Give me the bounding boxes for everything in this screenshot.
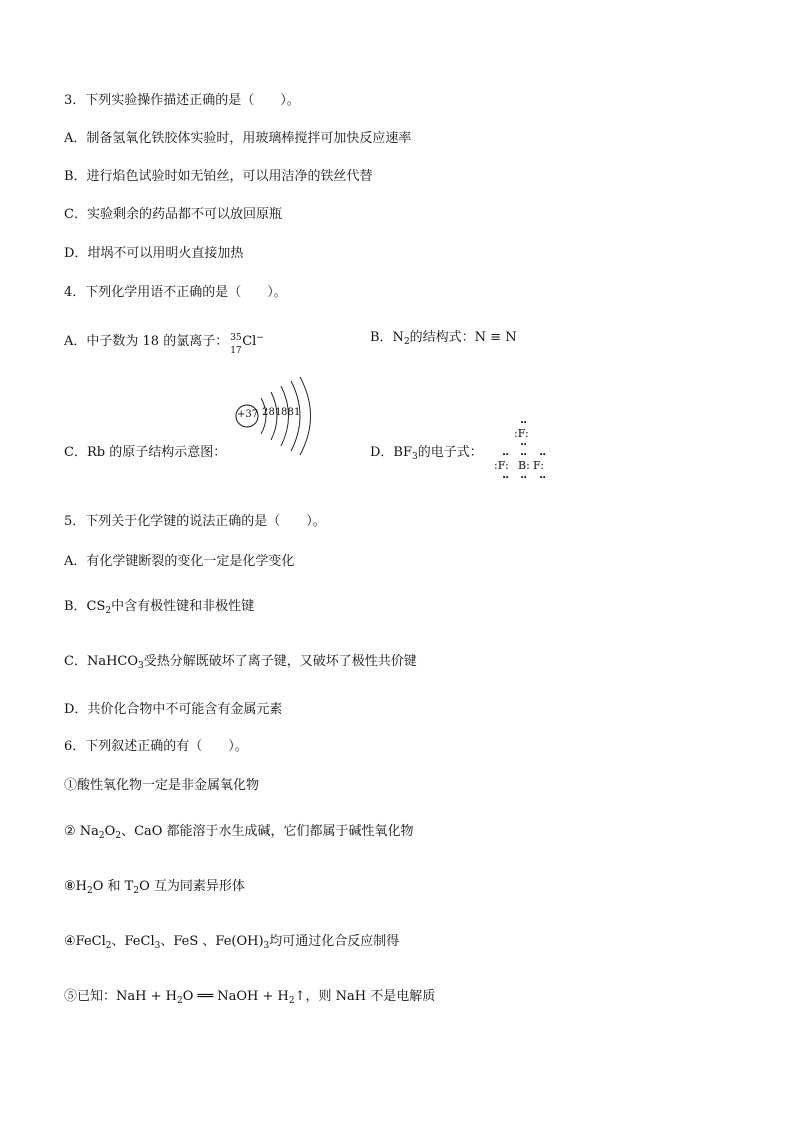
subscript: 2	[288, 996, 295, 1006]
q6-statement-5	[64, 988, 435, 1010]
atom-f: F	[517, 427, 525, 440]
q4-stem: 4．下列化学用语不正确的是（ ）。	[64, 285, 287, 300]
q3-option-d: D．坩埚不可以用明火直接加热	[64, 246, 244, 261]
q4-option-b	[370, 329, 517, 351]
q4-option-c-label: C．Rb 的原子结构示意图：	[64, 445, 227, 460]
q5-b-sub: 2	[105, 606, 112, 616]
q3-option-c: C．实验剩余的药品都不可以放回原瓶	[64, 207, 282, 222]
nucleus-charge: +37	[237, 409, 259, 420]
chlorine-nuclide-notation	[228, 332, 242, 356]
chlorine-symbol: Cl	[242, 334, 257, 349]
lone-pair-dots: ••	[520, 419, 527, 427]
q5-c-sub: 3	[138, 661, 144, 671]
text-part: 、FeS 、Fe(OH)	[160, 934, 264, 949]
text-part: O	[104, 824, 116, 839]
lone-pair-dots: ••	[502, 474, 509, 482]
rb-atomic-structure-diagram	[233, 376, 333, 456]
q6-statement-3	[64, 878, 245, 900]
q5-option-a: A．有化学键断裂的变化一定是化学变化	[64, 554, 295, 569]
atom-f: F	[497, 459, 505, 472]
q5-option-c	[64, 653, 417, 675]
bonding-pair-dots: ••	[520, 441, 527, 449]
q4-b-sub: 2	[403, 337, 410, 347]
q6-statement-4	[64, 933, 399, 955]
text-part: O ══ NaOH + H	[182, 989, 289, 1004]
text-part: ↑，则 NaH 不是电解质	[294, 989, 436, 1004]
q4-d-sub: 3	[412, 452, 418, 462]
boron-center: B:	[518, 459, 530, 472]
text-part: 、CaO 都能溶于水生成碱，它们都属于碱性氧化物	[121, 824, 414, 839]
lone-pair-dots: ••	[520, 474, 527, 482]
atom-b: B	[518, 459, 527, 472]
q4-option-d	[370, 444, 483, 466]
text-part: 、FeCl	[111, 934, 155, 949]
mass-number: 35	[230, 332, 242, 343]
lone-pair-dots: ••	[539, 451, 546, 459]
q3-option-a: A．制备氢氧化铁胶体实验时，用玻璃棒搅拌可加快反应速率	[64, 131, 412, 146]
lone-pair-dots: ••	[520, 451, 527, 459]
text-part: O 互为同素异形体	[139, 879, 245, 894]
q5-option-d: D．共价化合物中不可能含有金属元素	[64, 702, 283, 717]
text-part: 均可通过化合反应制得	[269, 934, 400, 949]
q6-statement-1: ①酸性氧化物一定是非金属氧化物	[64, 778, 260, 793]
q5-b-suffix: 中含有极性键和非极性键	[111, 599, 255, 614]
q6-statement-2	[64, 823, 414, 845]
q4-b-prefix: B．N	[370, 330, 404, 345]
text-part: ② Na	[64, 824, 99, 839]
subscript: 2	[133, 886, 140, 896]
q6-stem: 6．下列叙述正确的有（ ）。	[64, 739, 248, 754]
fluorine-left: :F:	[494, 459, 509, 472]
subscript: 2	[115, 831, 122, 841]
q5-option-b	[64, 598, 254, 620]
subscript: 2	[87, 886, 93, 896]
q4-d-suffix: 的电子式：	[417, 445, 483, 460]
q3-stem: 3．下列实验操作描述正确的是（ ）。	[64, 93, 300, 108]
fluorine-right: F:	[533, 459, 544, 472]
ion-charge: −	[256, 333, 264, 343]
q4-a-prefix: A．中子数为 18 的氯离子：	[64, 334, 229, 349]
q5-c-prefix: C．NaHCO	[64, 654, 139, 669]
shell-electron-counts: 2 8 18 8 1	[262, 407, 300, 418]
fluorine-top: :F:	[514, 427, 529, 440]
q4-option-a	[64, 329, 264, 356]
lone-pair-dots: ••	[502, 451, 509, 459]
q4-b-suffix: 的结构式：N ≡ N	[409, 330, 517, 345]
q5-c-suffix: 受热分解既破坏了离子键，又破坏了极性共价键	[143, 654, 417, 669]
subscript: 2	[105, 941, 112, 951]
subscript: 2	[176, 996, 183, 1006]
subscript: 3	[154, 941, 161, 951]
text-part: ④FeCl	[64, 934, 106, 949]
subscript: 3	[263, 941, 270, 951]
text-part: ⑤已知：NaH + H	[64, 989, 177, 1004]
q4-d-prefix: D．BF	[370, 445, 412, 460]
subscript: 2	[98, 831, 105, 841]
text-part: ⑧H	[64, 879, 87, 894]
q5-b-prefix: B．CS	[64, 599, 106, 614]
atom-f: F	[533, 459, 541, 472]
text-part: O 和 T	[92, 879, 134, 894]
atomic-number: 17	[230, 345, 242, 356]
q5-stem: 5．下列关于化学键的说法正确的是（ ）。	[64, 514, 326, 529]
bf3-electron-dot-formula	[492, 418, 562, 490]
lone-pair-dots: ••	[539, 474, 546, 482]
electron-shell-arc	[300, 377, 311, 455]
q3-option-b: B．进行焰色试验时如无铂丝，可以用洁净的铁丝代替	[64, 169, 373, 184]
